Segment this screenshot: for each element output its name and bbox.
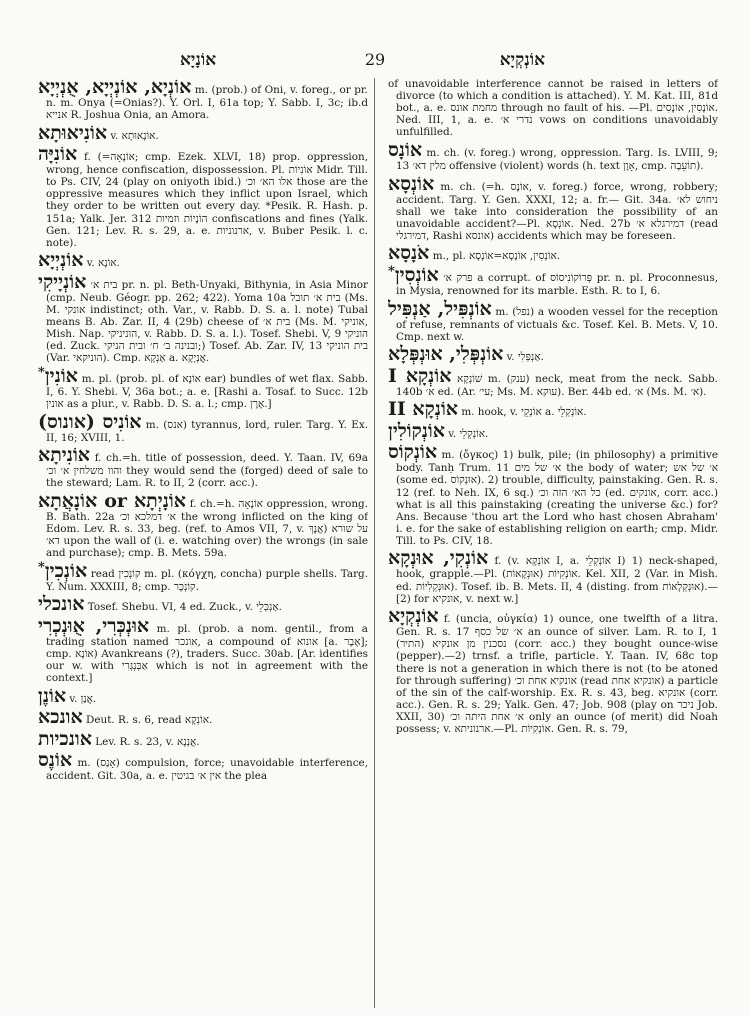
- headword: אֹנָסָא: [388, 242, 430, 265]
- dictionary-entry: [388, 297, 718, 343]
- entry-definition: v. אוֹנָא.: [86, 257, 120, 270]
- headword: אוֹנְקָא I: [388, 364, 452, 387]
- entry-definition: m. pl. (prob. a nom. gentil., from a trading station named אונכר, a compound of אונוא [a. אֶבֶר]; cmp. אוֹנָא) Avankreans (?), traders. Succ. 30ab. [Ar. identifies our w. with אַבְּנְגְּרִי which is not in agreement with the context.]: [46, 622, 368, 685]
- dictionary-entry: [388, 549, 718, 604]
- dictionary-entry: [38, 270, 368, 365]
- dictionary-entry: [38, 751, 368, 782]
- entry-definition: f. (uncia, οὐγκία) 1) ounce, one twelfth of a litra. Gen. R. s. 17 א׳ של כסף an ounce of silver. Lam. R. to I, 1 (התיר) נסכנין מן אונקיא (corr. acc.) they bought ounce-wise (pepper).—2) trnsf. a trifle, particle. Y. Taan. IV, 68c top there is not a generation in which there is not (to be atoned for through suffering) אונקיא אחת וכ׳ (read אונקיא אחת) a particle of the sin of the calf-worship. Ex. R. s. 43, beg. אונקיא (corr. acc.). Gen. R. s. 29; Yalk. Gen. 47; Job. 908 (play on ניכר Job. XXII, 30) א׳ אחת היתה וכ׳ only an ounce (of merit) did Noah possess; v. ארנוניתא.—Pl. אוֹנְקִיוֹת. Gen. R. s. 79,: [396, 613, 718, 735]
- headword: אוֹנְכִין: [44, 559, 88, 582]
- dictionary-entry: [388, 400, 718, 419]
- dictionary-entry: [388, 419, 718, 442]
- asterisk-mark: *: [38, 559, 45, 575]
- dictionary-entry: [38, 595, 368, 614]
- headword: אוֹנִיס (אונוס): [38, 410, 142, 433]
- entry-definition: f. (=אוֹנָאָה; cmp. Ezek. XLVI, 18) prop. oppression, wrong, hence confiscation, dispossession. Pl. אוֹנִיוֹת Midr. Till. to Ps. CIV, 24 (play on oniyoth ibid.) אלו הא׳ וכ׳ those are the oppressive measures which they inflict upon Israel, which they order to be written out every day. *Pesik. R. Hash. p. 151a; Yalk. Jer. 312 הוֹנָיוֹת וזמיות confiscations and fines (Yalk. Gen. 121; Lev. R. s. 29, a. e. ארנוניות, v. Buber Pesik. l. c. note).: [46, 151, 368, 249]
- entry-definition: m. (אָנַס) compulsion, force; unavoidable interference, accident. Git. 30a, a. e. אין א׳ בגיטין the plea: [46, 757, 368, 783]
- headword: אונכלי: [38, 593, 85, 616]
- dictionary-entry: [38, 684, 368, 707]
- headword: אוֹנִיאוּתָא: [38, 121, 108, 144]
- entry-definition: m. (אנס) tyrannus, lord, ruler. Targ. Y. Ex. II, 16; XVIII, 1.: [46, 418, 368, 444]
- entry-definition: Lev. R. s. 23, v. אֲנְנָא.: [95, 735, 200, 748]
- dictionary-entry: [388, 78, 718, 138]
- right-running-head: אוֹנְקְיָא: [499, 50, 545, 70]
- entry-definition: Tosef. Shebu. VI, 4 ed. Zuck., v. אַנְכְּלֵי.: [87, 601, 282, 614]
- entry-definition: f. ch.=h. אוֹנָאָה oppression, wrong. B. Bath. 22a א׳ דמלכא וכ׳ the wrong inflicted on the king of Edom. Lev. R. s. 33, beg. (ref. to Amos VII, 7, v. אֲנָךְ) על שורא דא׳ upon the wall of (i. e. watching over) the wrongs (in sale and purchase); cmp. B. Mets. 59a.: [46, 497, 368, 560]
- dictionary-entry: [38, 727, 368, 750]
- column-divider: [374, 78, 375, 1008]
- entry-definition: m. ch. (v. foreg.) wrong, oppression. Targ. Is. LVIII, 9; 13 מלין דא׳ offensive (violent) words (h. text אָוֶן, cmp. תוֹעֵבָה).: [396, 146, 718, 172]
- headword: אוֹנִין: [44, 364, 78, 387]
- headword: אוֹנְפִּיל, אַנְפִּיל: [388, 297, 492, 320]
- entry-definition: פרק א׳ a corrupt. of פְּרוֹקוֹנִיסוֹס pr. n. pl. Proconnesus, in Mysia, renowned for its marble. Esth. R. to I, 6.: [396, 271, 718, 297]
- entry-definition: m. hook, v. אוֹנְקֵי a. אוֹנְקְלֵי.: [461, 406, 587, 419]
- left-running-head: אוֹנָיָא: [180, 50, 217, 70]
- headword: אוֹנֶן: [38, 684, 67, 707]
- headword: אוֹנִיָּה: [38, 143, 78, 166]
- dictionary-entry: [388, 364, 718, 398]
- entry-definition: m. ch. (=h. אוֹנֶס, v. foreg.) force, wrong, robbery; accident. Targ. Y. Gen. XXXI, 12; a. fr.— Git. 34a. ניחוש לא׳ shall we take into consideration the possibility of an unavoidable accident?—Pl. אוֹנְסָא. Ned. 27b דמירגלא א׳ (read דמירגלי, Rashi אונסא) accidents which may be foreseen.: [396, 180, 718, 242]
- entry-definition: Deut. R. s. 6, read אוֹנְקָא.: [86, 714, 213, 727]
- dictionary-entry: [388, 345, 718, 364]
- headword: אוֹנְקָא II: [388, 398, 459, 421]
- entry-definition: f. (v. אוֹנְקָא I, a. אוֹנְקְלֵי I) 1) neck-shaped, hook, grapple.—Pl. אוֹנְקִיוֹת (אוּנְקָאוֹת). Kel. XII, 2 (Var. in Mish. ed. אוּנְקְלִיוֹת). Tosef. ib. B. Mets. II, 4 (disting. from אוּנְקְלָאוֹת).—[2) for אונקיא, v. next w.]: [396, 555, 718, 605]
- entry-definition: m. (prob.) of Oni, v. foreg., or pr. n. m. Onya (=Onias?). Y. Orl. I, 61a top; Y. Sabb. I, 3c; ib.d אנייא R. Joshua Onia, an Amora.: [46, 84, 368, 122]
- headword: אוֹנְסִין: [394, 263, 439, 286]
- entry-definition: m. (נפל) a wooden vessel for the reception of refuse, remnants of victuals &c. Tosef. Kel. B. Mets. V, 10. Cmp. next w.: [396, 305, 718, 343]
- headword: אוֹנְפְּלִי, אוּנְפְּלָא: [388, 343, 504, 366]
- entry-definition: בית א׳ pr. n. pl. Beth-Unyaki, Bithynia, in Asia Minor (cmp. Neub. Géogr. pp. 262; 422). Yoma 10a בית א׳ תובל (Ms. M. אונקי indistinct; oth. Var., v. Rabb. D. S. a. l. note) Tubal means B. Ab. Zar. II, 4 (29b) cheese of בית א׳ (Ms. M. אוניקי, Mish. Nap. הוניניקי, v. Rabb. D. S. a. l.). Tosef. Shebi. V, 9 הוניקי (ed. Zuck. ובנינה ב׳ ח׳ ובית הניקי;) Tosef. Ab. Zar. IV, 13 בית הוניקי (Var. הוניקאי). Cmp. אַנְקָא a. אֲנְיָקָא.: [46, 278, 368, 365]
- headword: אונכיות: [38, 727, 92, 750]
- dictionary-entry: [38, 489, 368, 560]
- headword: אוֹנְיְיָא: [38, 249, 84, 272]
- entry-definition: read קוֹנְכִין m. pl. (κόγχη, concha) purple shells. Targ. Y. Num. XXXIII, 8; cmp. קוֹנְכָּר.: [46, 567, 368, 593]
- asterisk-mark: *: [388, 263, 395, 279]
- dictionary-entry: [38, 364, 368, 410]
- dictionary-entry: [388, 443, 718, 547]
- dictionary-entry: [388, 263, 718, 297]
- headword: אוֹנְיָא, אוֹנְיְיָא, אֻנְיְיָא: [38, 78, 192, 98]
- headword: אוֹנִיתָא: [38, 444, 91, 467]
- entry-definition: שׁוֹנְקָא m. (ענק) neck, meat from the neck. Sabb. 140b א׳ ed. (Ar. עי׳; Ms. M. עוקא). Ber. 44b ed. א׳ (Ms. M. א׳).: [396, 372, 718, 398]
- entry-definition: m., pl. אוֹנְסִין, אוֹנָסָא=אוֹנָסָא.: [432, 250, 561, 263]
- headword: אוּנְכְּרִי, אֻוּנְכְרִי: [38, 614, 150, 637]
- headword: אוֹנֶס: [38, 749, 73, 772]
- dictionary-entry: [388, 138, 718, 172]
- entry-definition: m. pl. (prob. pl. of אוֹנָא ear) bundles of wet flax. Sabb. I, 6. Y. Shebi. V, 36a bot.; a. e. [Rashi a. Tosaf. to Succ. 12b אונין as a plur., v. Rabb. D. S. a. l.; cmp. אֶרֶן.]: [46, 372, 368, 410]
- headword: אונכא: [38, 706, 83, 729]
- entry-definition: f. ch.=h. title of possession, deed. Y. Taan. IV, 69a והוו משלחין א׳ וכ׳ they would send the (forged) deed of sale to the steward; Lam. R. to II, 2 (corr. acc.).: [46, 452, 368, 490]
- right-column: [388, 78, 718, 1008]
- headword: אוֹנְקוֹס: [388, 441, 438, 464]
- dictionary-entry: [38, 410, 368, 444]
- dictionary-entry: [388, 172, 718, 242]
- dictionary-entry: [38, 614, 368, 685]
- dictionary-entry: [38, 708, 368, 727]
- entry-definition: of unavoidable interference cannot be raised in letters of divorce (to which a condition is attached). Y. M. Kat. III, 81d bot., a. e. מחמת אונס through no fault of his. —Pl. אוֹנָסִין, אוֹנָסִים. Ned. III, 1, a. e. נדרי א׳ vows on conditions unavoidably unfulfilled.: [388, 78, 718, 139]
- entry-definition: m. (ὄγκος) 1) bulk, pile; (in philosophy) a primitive body. Tanḥ Trum. 11 א׳ של מים the body of water; א׳ של אש (some ed. אוּנְקוֹס). 2) trouble, difficulty, painstaking. Gen. R. s. 12 (ref. to Neh. IX, 6 sq.) כל הא׳ הזה וכ׳ (ed. אונקים, corr. acc.) what is all this painstaking (creating the universe &c.) for? Ans. Because 'thou art the Lord who hast chosen Abraham' i. e. for the sake of establishing religion on earth; cmp. Midr. Till. to Ps. CIV, 18.: [396, 449, 718, 547]
- page-number: 29: [364, 50, 386, 69]
- dictionary-entry: [38, 446, 368, 489]
- entry-definition: v. אַנְפְּלִי.: [506, 351, 544, 364]
- dictionary-entry: [388, 607, 718, 735]
- dictionary-entry: [38, 78, 368, 121]
- dictionary-entry: [38, 121, 368, 144]
- headword: אוֹנָס: [388, 138, 423, 161]
- headword: אוֹנְיָיקִי: [38, 270, 87, 293]
- headword: אוֹנְקִי, אוּנְקָא: [388, 547, 489, 570]
- headword: אוֹנְקְיָא: [388, 605, 439, 628]
- headword: אוֹנְקוֹלִין: [388, 419, 445, 442]
- entry-definition: v. אֲנַן.: [69, 692, 97, 705]
- dictionary-entry: [38, 559, 368, 593]
- asterisk-mark: *: [38, 364, 45, 380]
- dictionary-entry: [38, 251, 368, 270]
- entry-definition: v. אוֹנָאוּתָא.: [110, 129, 159, 142]
- dictionary-entry: [388, 244, 718, 263]
- headword: אוֹנְסָא: [388, 172, 435, 195]
- left-column: [38, 78, 368, 1008]
- dictionary-entry: [38, 145, 368, 249]
- running-header: [0, 50, 750, 74]
- headword: אוֹנָיְתָא or אוֹנָאֲתָא: [38, 489, 186, 512]
- entry-definition: v. אוֹנְקְלֵי.: [448, 427, 489, 440]
